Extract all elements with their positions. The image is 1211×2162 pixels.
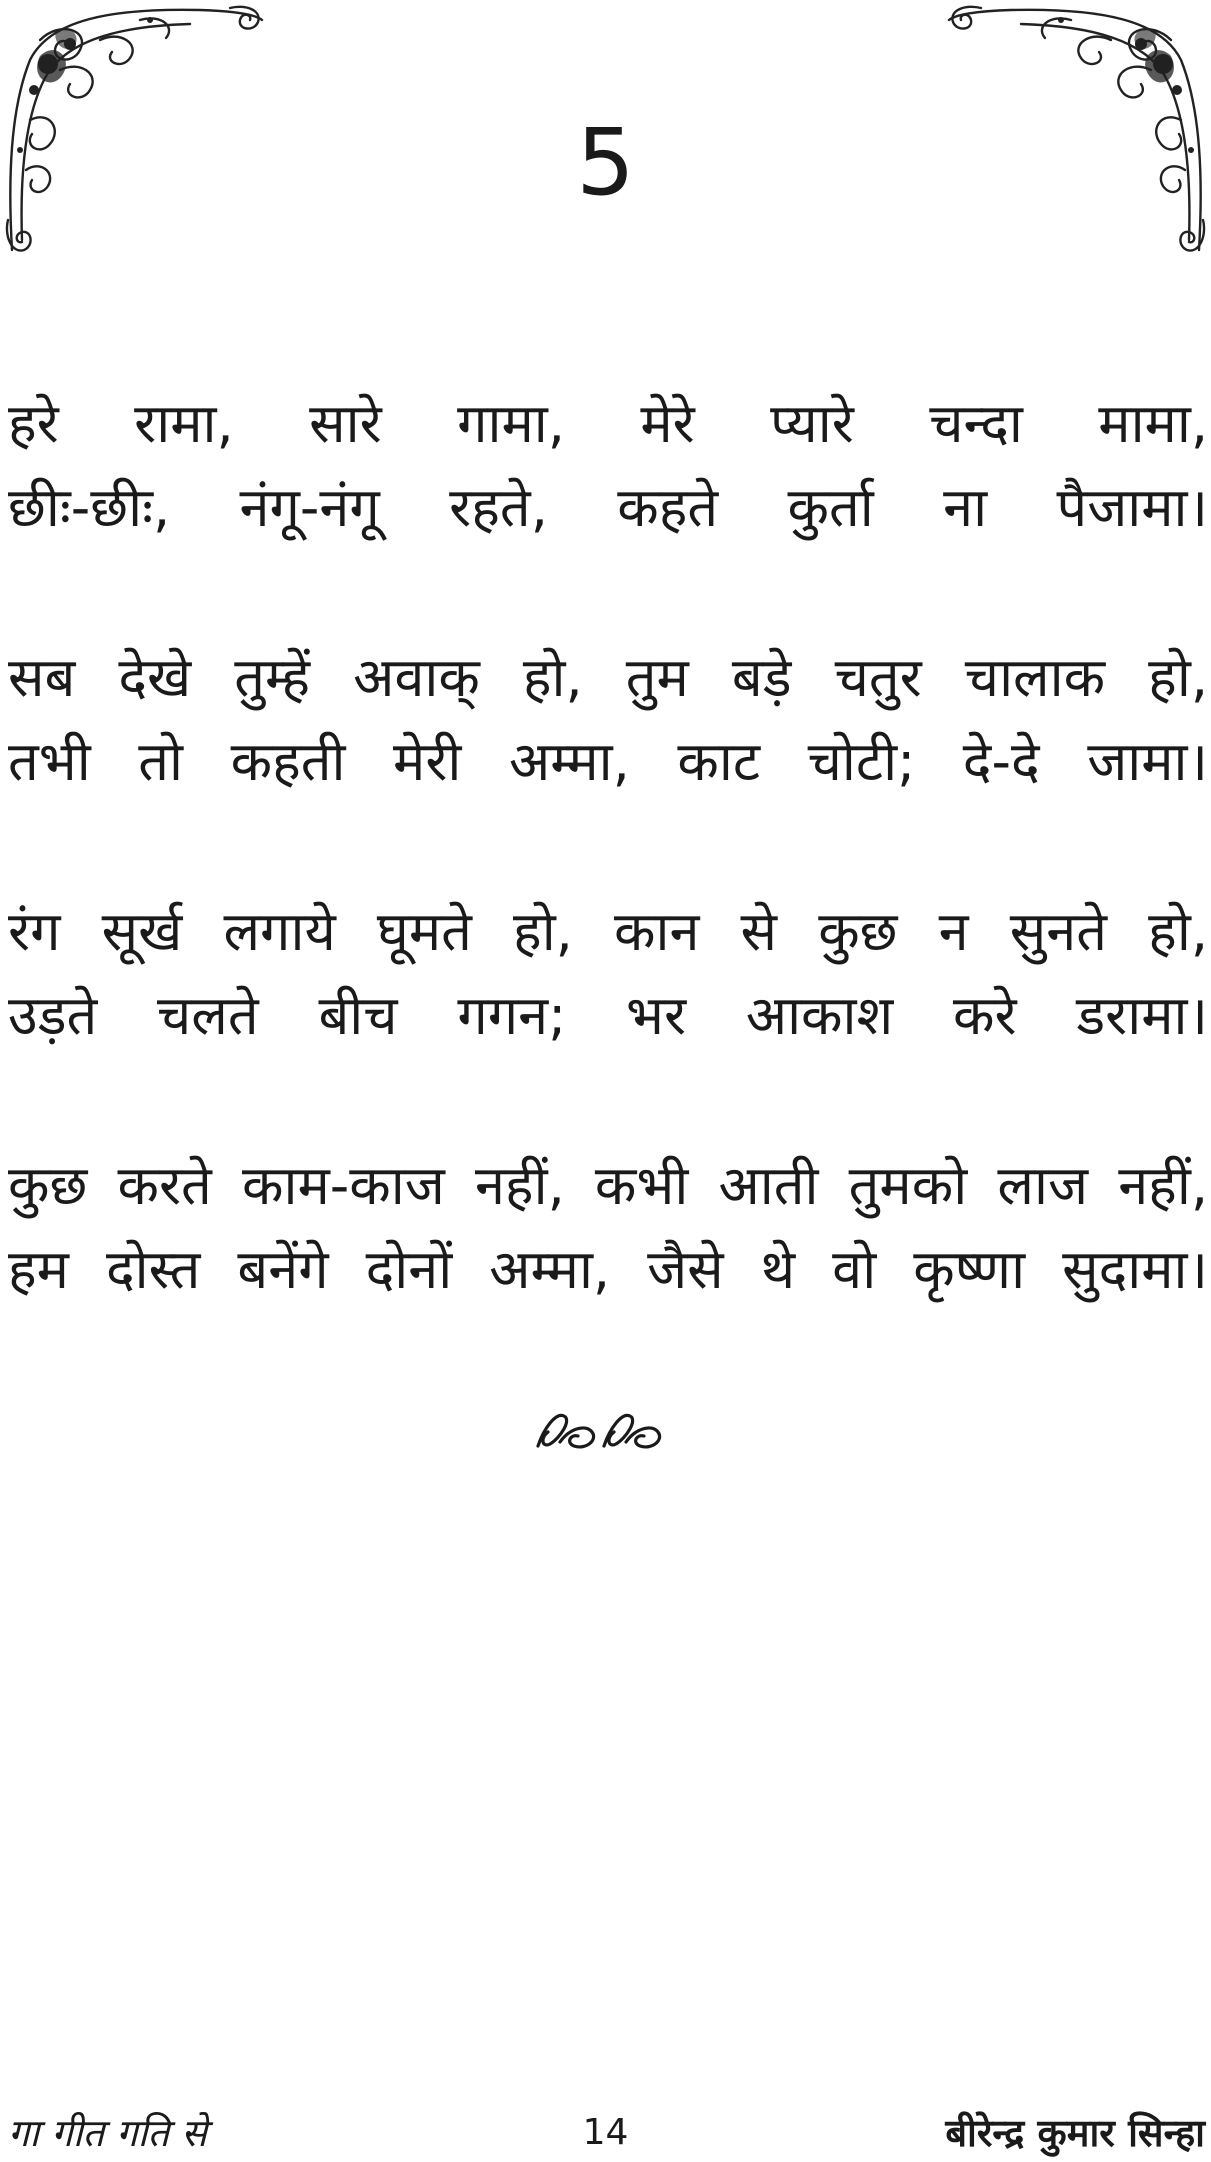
stanza (8, 382, 1208, 550)
page-number: 14 (582, 2112, 629, 2153)
poem-line: हम दोस्त बनेंगे दोनों अम्मा, जैसे थे वो कृष्णा सुदामा। (8, 1238, 1208, 1301)
poem-line: सब देखे तुम्हें अवाक् हो, तुम बड़े चतुर चालाक हो, (8, 646, 1208, 709)
stanza (8, 1144, 1208, 1312)
page-footer (0, 2108, 1211, 2158)
author-name: बीरेन्द्र कुमार सिन्हा (945, 2111, 1205, 2155)
poem-line: हरे रामा, सारे गामा, मेरे प्यारे चन्दा मामा, (8, 392, 1208, 455)
poem-line: तभी तो कहती मेरी अम्मा, काट चोटी; दे-दे जामा। (8, 730, 1208, 793)
poem-line: उड़ते चलते बीच गगन; भर आकाश करे डरामा। (8, 984, 1208, 1047)
chapter-number: 5 (576, 109, 635, 216)
poem (8, 382, 1208, 1398)
poem-line: रंग सूर्ख लगाये घूमते हो, कान से कुछ न सुनते हो, (8, 900, 1208, 963)
fleuron-divider-icon (530, 1398, 680, 1458)
book-title: गा गीत गति से (8, 2111, 207, 2155)
stanza (8, 636, 1208, 804)
poem-line: छीः-छीः, नंगू-नंगू रहते, कहते कुर्ता ना पैजामा। (8, 476, 1208, 539)
stanza (8, 890, 1208, 1058)
poem-line: कुछ करते काम-काज नहीं, कभी आती तुमको लाज नहीं, (8, 1154, 1208, 1217)
